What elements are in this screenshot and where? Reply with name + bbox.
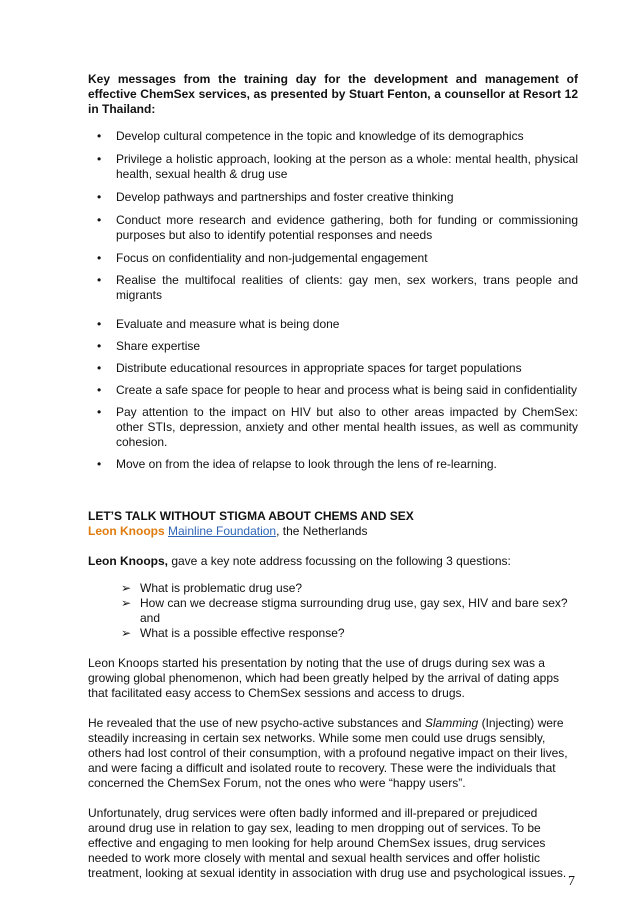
intro-heading: Key messages from the training day for the development and management of effective ChemSex services, as presented by Stuart Fenton, a counsellor at Resort 12 in Thailand: [88, 72, 578, 116]
list-item: • Conduct more research and evidence gathering, both for funding or commissioning purposes but also to identify potential responses and needs [88, 213, 578, 243]
arrow-bullet-icon: ➢ [121, 626, 132, 640]
list-item: • Focus on confidentiality and non-judgemental engagement [88, 251, 578, 266]
lead-text: gave a key note address focussing on the following 3 questions: [168, 554, 511, 568]
list-item: • Develop pathways and partnerships and foster creative thinking [88, 190, 578, 205]
paragraph: Unfortunately, drug services were often badly informed and ill-prepared or prejudiced around drug use in relation to gay sex, leading to men dropping out of services. To be effective and engaging to men looking for help around ChemSex issues, drug services needed to work more closely with mental and sexual health services and offer holistic treatment, looking at sexual identity in association with drug use and psychological issues. [88, 806, 567, 880]
paragraph-text: He revealed that the use of new psycho-active substances and [88, 716, 425, 730]
list-item: • Develop cultural competence in the topic and knowledge of its demographics [88, 129, 578, 144]
key-messages-list [88, 129, 578, 472]
arrow-bullet-icon: ➢ [121, 581, 132, 595]
list-item: • Share expertise [88, 339, 578, 354]
list-item: • Distribute educational resources in appropriate spaces for target populations [88, 361, 578, 376]
list-item [88, 596, 578, 626]
list-item: • Create a safe space for people to hear and process what is being said in confidentiality [88, 383, 578, 398]
paragraph-text: (Injecting) were steadily increasing in certain sex networks. While some men could use drugs sensibly, others had lost control of their consumption, with a profound negative impact on their lives, and were facing a difficult and isolated route to recovery. These were the individuals that concerned the ChemSex Forum, not the ones who were “happy users”. [88, 716, 568, 790]
question-text: How can we decrease stigma surrounding drug use, gay sex, HIV and bare sex? and [140, 596, 568, 625]
lead-paragraph [88, 554, 578, 569]
paragraph: Leon Knoops started his presentation by noting that the use of drugs during sex was a growing global phenomenon, which had been greatly helped by the arrival of dating apps that facilitated easy access to ChemSex sessions and access to drugs. [88, 656, 559, 700]
document-page [88, 72, 578, 881]
list-item: • Evaluate and measure what is being done [88, 317, 578, 332]
list-item: • Move on from the idea of relapse to look through the lens of re-learning. [88, 457, 578, 472]
org-link[interactable]: Mainline Foundation [168, 524, 277, 538]
list-item [88, 581, 578, 596]
emphasis-slamming: Slamming [424, 716, 479, 730]
page-number: 7 [568, 874, 575, 889]
question-text: What is a possible effective response? [140, 626, 345, 640]
arrow-bullet-icon: ➢ [121, 596, 132, 610]
speaker-byline [88, 524, 578, 539]
questions-list [88, 581, 578, 641]
section-title: LET’S TALK WITHOUT STIGMA ABOUT CHEMS AND SEX [88, 509, 414, 523]
paragraph [88, 716, 578, 791]
speaker-country: , the Netherlands [276, 524, 368, 538]
list-item [88, 626, 578, 641]
speaker-name: Leon Knoops [88, 524, 165, 538]
question-text: What is problematic drug use? [140, 581, 303, 595]
list-item: • Realise the multifocal realities of clients: gay men, sex workers, trans people and migrants [88, 273, 578, 303]
lead-name: Leon Knoops, [88, 554, 168, 568]
list-item: • Pay attention to the impact on HIV but also to other areas impacted by ChemSex: other STIs, depression, anxiety and other mental health issues, as well as community cohesion. [88, 405, 578, 450]
list-item: • Privilege a holistic approach, looking at the person as a whole: mental health, physical health, sexual health & drug use [88, 152, 578, 182]
